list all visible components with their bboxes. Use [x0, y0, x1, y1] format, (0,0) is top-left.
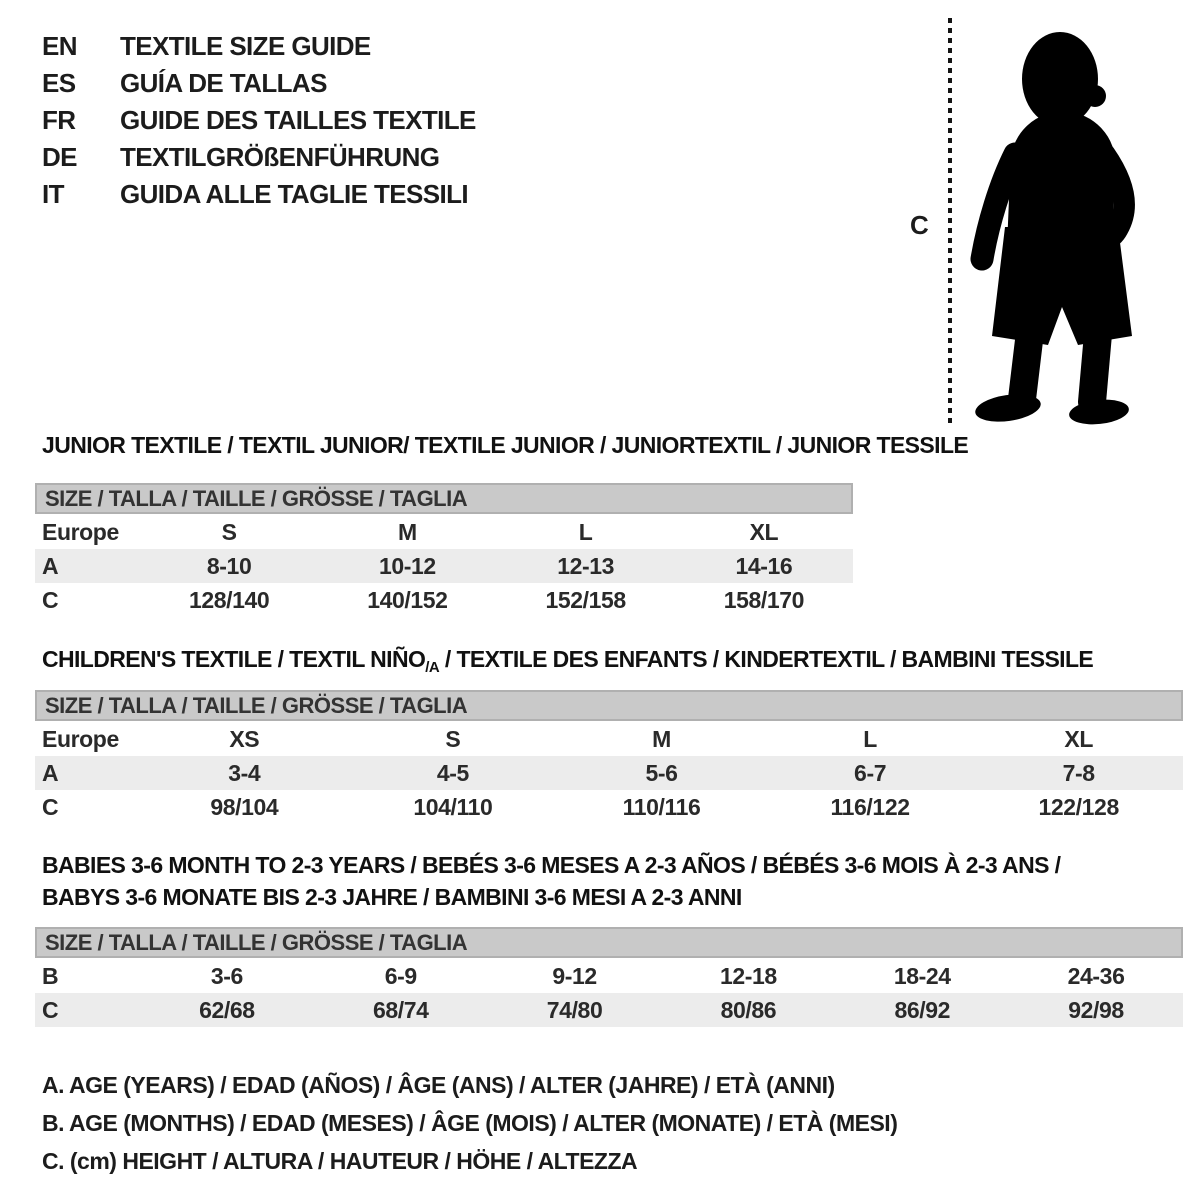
- section-title-line1: BABIES 3-6 MONTH TO 2-3 YEARS / BEBÉS 3-6 MESES A 2-3 AÑOS / BÉBÉS 3-6 MOIS À 2-3 ANS /: [42, 852, 1061, 878]
- section-title-text: CHILDREN'S TEXTILE / TEXTIL NIÑO: [42, 646, 426, 672]
- cell-value: 14-16: [735, 552, 793, 579]
- row-label: C: [42, 793, 59, 820]
- language-title: TEXTILGRÖßENFÜHRUNG: [120, 142, 440, 172]
- table-row: [35, 722, 1183, 756]
- language-title: GUÍA DE TALLAS: [120, 68, 327, 98]
- language-list: [42, 28, 476, 213]
- cell-value: 98/104: [210, 793, 279, 820]
- section-title-subscript: /A: [425, 659, 440, 676]
- cell-value: 68/74: [372, 996, 429, 1023]
- cell-value: 10-12: [378, 552, 436, 579]
- legend-line-c: C. (cm) HEIGHT / ALTURA / HAUTEUR / HÖHE / ALTEZZA: [42, 1147, 638, 1174]
- cell-value: 158/170: [723, 586, 805, 613]
- section-title-children: [42, 646, 1094, 676]
- cell-value: 74/80: [546, 996, 603, 1023]
- legend: [42, 1066, 897, 1180]
- size-header-bar: SIZE / TALLA / TAILLE / GRÖSSE / TAGLIA: [35, 690, 1183, 721]
- table-row: [35, 959, 1183, 993]
- cell-value: 7-8: [1062, 759, 1095, 786]
- table-row: [35, 515, 853, 549]
- cell-value: 128/140: [188, 586, 270, 613]
- cell-value: 62/68: [199, 996, 255, 1023]
- height-dashed-line: [948, 18, 952, 428]
- table-row: [35, 993, 1183, 1027]
- language-code: DE: [42, 142, 77, 172]
- table-row: [35, 583, 853, 617]
- row-label: A: [42, 759, 59, 786]
- language-row: [42, 102, 476, 139]
- language-title: GUIDA ALLE TAGLIE TESSILI: [120, 179, 469, 209]
- size-table-babies: [35, 959, 1183, 1027]
- cell-value: S: [445, 725, 461, 752]
- size-table-junior: [35, 515, 853, 617]
- table-row: [35, 549, 853, 583]
- cell-value: 18-24: [893, 962, 951, 989]
- section-title-text: / TEXTILE DES ENFANTS / KINDERTEXTIL / BAMBINI TESSILE: [439, 646, 1094, 672]
- language-row: [42, 65, 476, 102]
- cell-value: 4-5: [436, 759, 469, 786]
- row-label: B: [42, 962, 59, 989]
- cell-value: 122/128: [1038, 793, 1119, 820]
- language-code: EN: [42, 31, 77, 61]
- cell-value: 24-36: [1067, 962, 1125, 989]
- cell-value: XL: [1064, 725, 1093, 752]
- cell-value: 80/86: [720, 996, 777, 1023]
- cell-value: 8-10: [206, 552, 252, 579]
- row-label: C: [42, 586, 59, 613]
- cell-value: 6-7: [854, 759, 887, 786]
- legend-line-a: A. AGE (YEARS) / EDAD (AÑOS) / ÂGE (ANS) / ALTER (JAHRE) / ETÀ (ANNI): [42, 1071, 835, 1098]
- cell-value: L: [578, 518, 593, 545]
- legend-line-b: B. AGE (MONTHS) / EDAD (MESES) / ÂGE (MOIS) / ALTER (MONATE) / ETÀ (MESI): [42, 1109, 898, 1136]
- toddler-silhouette-icon: [960, 14, 1160, 428]
- cell-value: 116/122: [830, 793, 910, 820]
- language-row: [42, 28, 476, 65]
- language-title: GUIDE DES TAILLES TEXTILE: [120, 105, 476, 135]
- language-title: TEXTILE SIZE GUIDE: [120, 31, 371, 61]
- cell-value: 3-6: [210, 962, 243, 989]
- cell-value: 92/98: [1068, 996, 1124, 1023]
- language-row: [42, 176, 476, 213]
- cell-value: 3-4: [228, 759, 261, 786]
- cell-value: 86/92: [894, 996, 950, 1023]
- cell-value: XL: [749, 518, 779, 545]
- cell-value: L: [863, 725, 877, 752]
- cell-value: 110/116: [622, 793, 701, 820]
- language-code: FR: [42, 105, 76, 135]
- cell-value: 12-18: [719, 962, 777, 989]
- cell-value: M: [652, 725, 671, 752]
- row-label: Europe: [42, 518, 119, 545]
- height-measure-label: C: [910, 210, 929, 240]
- size-header-bar: SIZE / TALLA / TAILLE / GRÖSSE / TAGLIA: [35, 927, 1183, 958]
- language-code: IT: [42, 179, 64, 209]
- size-header-bar: SIZE / TALLA / TAILLE / GRÖSSE / TAGLIA: [35, 483, 853, 514]
- row-label: Europe: [42, 725, 119, 752]
- cell-value: 6-9: [384, 962, 417, 989]
- table-row: [35, 756, 1183, 790]
- cell-value: 9-12: [552, 962, 597, 989]
- size-table-children: [35, 722, 1183, 824]
- section-title-babies: [42, 849, 1060, 913]
- row-label: A: [42, 552, 59, 579]
- cell-value: XS: [229, 725, 260, 752]
- row-label: C: [42, 996, 59, 1023]
- cell-value: M: [397, 518, 417, 545]
- language-code: ES: [42, 68, 76, 98]
- cell-value: 104/110: [413, 793, 493, 820]
- cell-value: 5-6: [645, 759, 678, 786]
- section-title-junior: JUNIOR TEXTILE / TEXTIL JUNIOR/ TEXTILE JUNIOR / JUNIORTEXTIL / JUNIOR TESSILE: [42, 432, 969, 458]
- cell-value: 140/152: [367, 586, 448, 613]
- section-title-line2: BABYS 3-6 MONATE BIS 2-3 JAHRE / BAMBINI 3-6 MESI A 2-3 ANNI: [42, 884, 742, 910]
- cell-value: 152/158: [545, 586, 626, 613]
- table-row: [35, 790, 1183, 824]
- cell-value: S: [221, 518, 237, 545]
- language-row: [42, 139, 476, 176]
- cell-value: 12-13: [557, 552, 615, 579]
